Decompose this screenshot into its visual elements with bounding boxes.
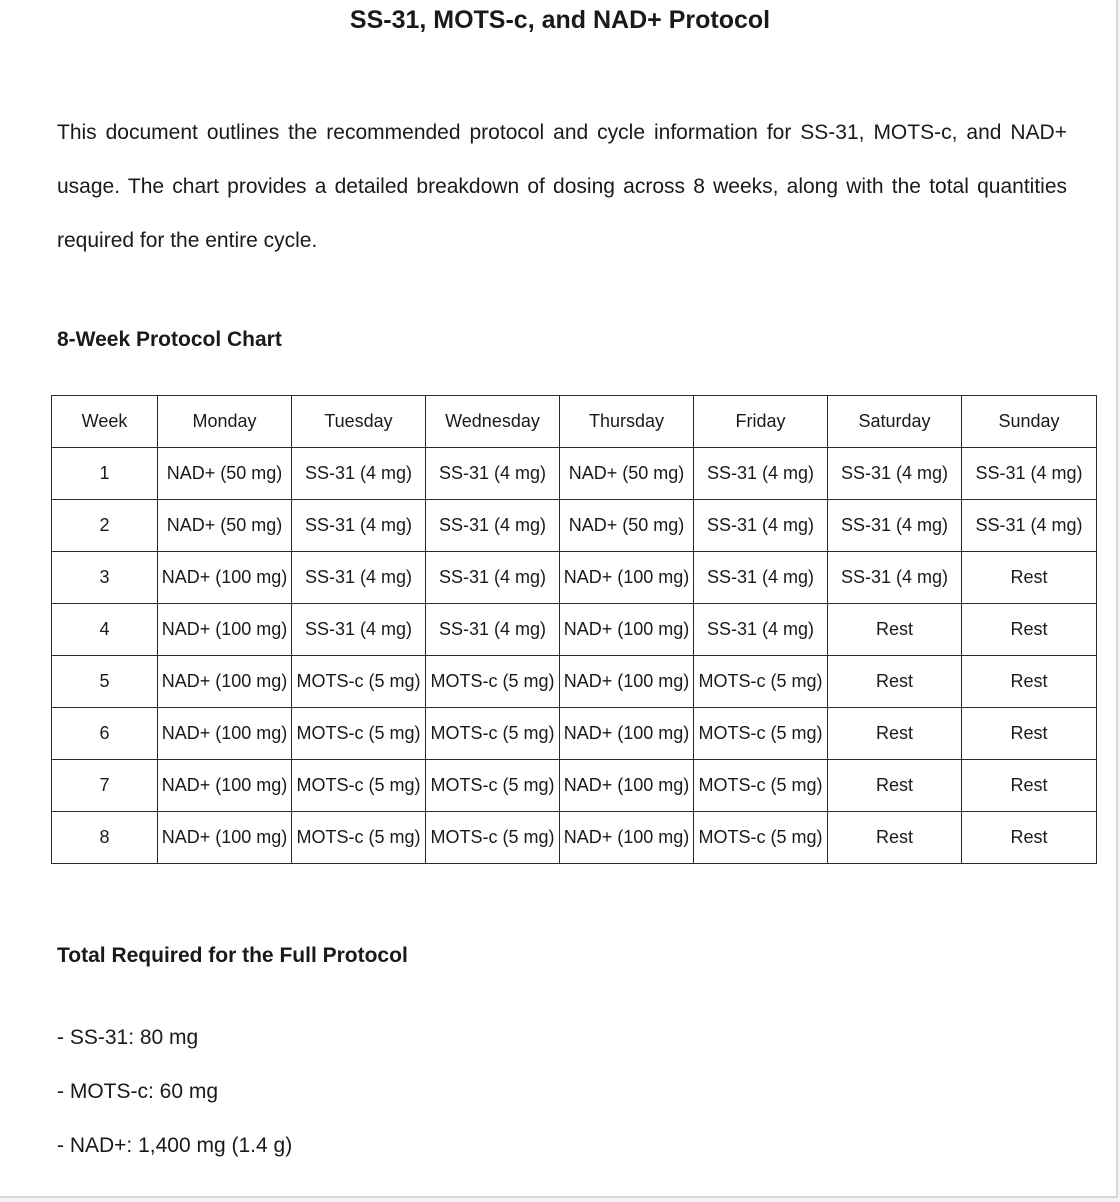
dose-cell: MOTS-c (5 mg) — [426, 812, 560, 864]
header-tuesday: Tuesday — [292, 396, 426, 448]
dose-cell: NAD+ (50 mg) — [158, 500, 292, 552]
dose-cell: SS-31 (4 mg) — [426, 552, 560, 604]
dose-cell: NAD+ (100 mg) — [560, 552, 694, 604]
dose-cell: SS-31 (4 mg) — [828, 448, 962, 500]
dose-cell: MOTS-c (5 mg) — [426, 760, 560, 812]
week-number-cell: 7 — [52, 760, 158, 812]
week-number-cell: 1 — [52, 448, 158, 500]
table-row — [52, 448, 1097, 500]
dose-cell: SS-31 (4 mg) — [962, 448, 1097, 500]
dose-cell: NAD+ (100 mg) — [158, 604, 292, 656]
dose-cell: SS-31 (4 mg) — [292, 552, 426, 604]
dose-cell: MOTS-c (5 mg) — [694, 812, 828, 864]
dose-cell: SS-31 (4 mg) — [694, 604, 828, 656]
dose-cell: NAD+ (100 mg) — [560, 812, 694, 864]
header-wednesday: Wednesday — [426, 396, 560, 448]
dose-cell: SS-31 (4 mg) — [426, 448, 560, 500]
header-saturday: Saturday — [828, 396, 962, 448]
table-body — [52, 448, 1097, 864]
dose-cell: NAD+ (100 mg) — [560, 656, 694, 708]
dose-cell: Rest — [962, 552, 1097, 604]
header-friday: Friday — [694, 396, 828, 448]
week-number-cell: 3 — [52, 552, 158, 604]
total-motsc: - MOTS-c: 60 mg — [57, 1080, 219, 1103]
document-title: SS-31, MOTS-c, and NAD+ Protocol — [349, 6, 771, 34]
dose-cell: Rest — [962, 656, 1097, 708]
week-number-cell: 8 — [52, 812, 158, 864]
dose-cell: Rest — [828, 708, 962, 760]
dose-cell: NAD+ (100 mg) — [158, 812, 292, 864]
week-number-cell: 4 — [52, 604, 158, 656]
table-row — [52, 500, 1097, 552]
dose-cell: Rest — [962, 812, 1097, 864]
dose-cell: MOTS-c (5 mg) — [426, 656, 560, 708]
dose-cell: NAD+ (100 mg) — [158, 656, 292, 708]
dose-cell: NAD+ (50 mg) — [158, 448, 292, 500]
protocol-table — [51, 395, 1097, 864]
dose-cell: Rest — [962, 604, 1097, 656]
table-header-row — [52, 396, 1097, 448]
dose-cell: NAD+ (100 mg) — [560, 708, 694, 760]
dose-cell: MOTS-c (5 mg) — [426, 708, 560, 760]
header-monday: Monday — [158, 396, 292, 448]
dose-cell: SS-31 (4 mg) — [962, 500, 1097, 552]
dose-cell: MOTS-c (5 mg) — [694, 760, 828, 812]
dose-cell: MOTS-c (5 mg) — [694, 656, 828, 708]
dose-cell: SS-31 (4 mg) — [426, 604, 560, 656]
dose-cell: NAD+ (50 mg) — [560, 448, 694, 500]
intro-text: This document outlines the recommended protocol and cycle information for SS-31, MOTS-c, and NAD+ usage. The chart provides a detailed breakdown of dosing across 8 weeks, along with the total quantities required for the entire cycle. — [57, 121, 1067, 252]
dose-cell: MOTS-c (5 mg) — [292, 708, 426, 760]
dose-cell: Rest — [828, 760, 962, 812]
dose-cell: MOTS-c (5 mg) — [292, 760, 426, 812]
dose-cell: NAD+ (100 mg) — [560, 760, 694, 812]
header-thursday: Thursday — [560, 396, 694, 448]
dose-cell: SS-31 (4 mg) — [426, 500, 560, 552]
week-number-cell: 2 — [52, 500, 158, 552]
dose-cell: SS-31 (4 mg) — [828, 552, 962, 604]
dose-cell: NAD+ (100 mg) — [560, 604, 694, 656]
dose-cell: SS-31 (4 mg) — [694, 448, 828, 500]
dose-cell: Rest — [828, 812, 962, 864]
table-row — [52, 656, 1097, 708]
dose-cell: NAD+ (100 mg) — [158, 708, 292, 760]
dose-cell: Rest — [828, 604, 962, 656]
dose-cell: NAD+ (100 mg) — [158, 760, 292, 812]
totals-heading: Total Required for the Full Protocol — [57, 944, 408, 967]
totals-list — [57, 1018, 292, 1180]
table-row — [52, 812, 1097, 864]
dose-cell: NAD+ (100 mg) — [158, 552, 292, 604]
dose-cell: Rest — [828, 656, 962, 708]
intro-paragraph — [57, 106, 1067, 268]
total-nad: - NAD+: 1,400 mg (1.4 g) — [57, 1134, 293, 1157]
dose-cell: SS-31 (4 mg) — [292, 604, 426, 656]
dose-cell: SS-31 (4 mg) — [292, 448, 426, 500]
table-row — [52, 708, 1097, 760]
dose-cell: SS-31 (4 mg) — [694, 500, 828, 552]
dose-cell: Rest — [962, 760, 1097, 812]
dose-cell: SS-31 (4 mg) — [828, 500, 962, 552]
table-row — [52, 552, 1097, 604]
dose-cell: NAD+ (50 mg) — [560, 500, 694, 552]
dose-cell: Rest — [962, 708, 1097, 760]
dose-cell: MOTS-c (5 mg) — [694, 708, 828, 760]
total-ss31: - SS-31: 80 mg — [57, 1026, 199, 1049]
dose-cell: MOTS-c (5 mg) — [292, 812, 426, 864]
table-row — [52, 604, 1097, 656]
week-number-cell: 6 — [52, 708, 158, 760]
header-week: Week — [52, 396, 158, 448]
chart-heading: 8-Week Protocol Chart — [57, 328, 282, 351]
week-number-cell: 5 — [52, 656, 158, 708]
dose-cell: MOTS-c (5 mg) — [292, 656, 426, 708]
dose-cell: SS-31 (4 mg) — [694, 552, 828, 604]
dose-cell: SS-31 (4 mg) — [292, 500, 426, 552]
table-row — [52, 760, 1097, 812]
header-sunday: Sunday — [962, 396, 1097, 448]
